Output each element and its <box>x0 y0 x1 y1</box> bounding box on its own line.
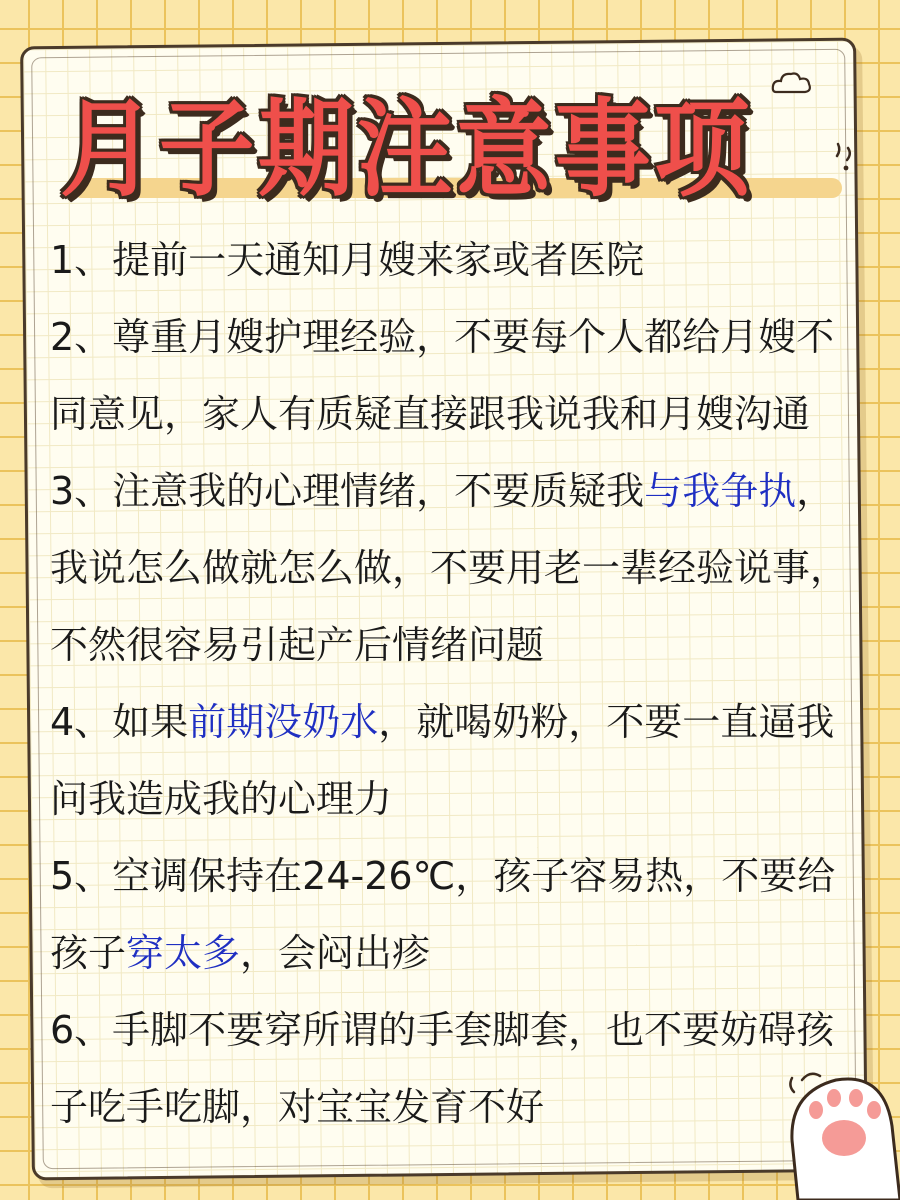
list-item-text: 4、如果 <box>50 700 189 744</box>
highlighted-phrase: 与我争执 <box>644 469 797 513</box>
list-item-2 <box>50 299 850 453</box>
sparkle-icon <box>832 140 862 174</box>
list-item-text: 2、尊重月嫂护理经验，不要每个人都给月嫂不同意见，家人有质疑直接跟我说我和月嫂沟通 <box>50 315 835 436</box>
list-item-5 <box>50 838 850 992</box>
list-item-3 <box>50 453 850 684</box>
list-item-6 <box>50 992 850 1146</box>
cloud-doodle-icon <box>770 68 814 98</box>
cat-paw-icon <box>780 1030 900 1200</box>
highlighted-phrase: 穿太多 <box>126 931 241 975</box>
list-item-text: ，就喝奶粉，不要一直逼我问我造成我的心理力 <box>50 700 835 821</box>
list-item-text: ，会闷出疹 <box>240 931 431 975</box>
list-item-text: 3、注意我的心理情绪，不要质疑我 <box>50 469 645 513</box>
list-item-text: ，我说怎么做就怎么做，不要用老一辈经验说事，不然很容易引起产后情绪问题 <box>50 469 849 667</box>
list-item-4 <box>50 684 850 838</box>
notes-list <box>50 222 850 1146</box>
highlighted-phrase: 前期没奶水 <box>188 700 379 744</box>
list-item-text: 1、提前一天通知月嫂来家或者医院 <box>50 238 645 282</box>
page-title: 月子期注意事项 <box>60 88 753 211</box>
list-item-text: 6、手脚不要穿所谓的手套脚套，也不要妨碍孩子吃手吃脚，对宝宝发育不好 <box>50 1008 835 1129</box>
list-item-1 <box>50 222 850 299</box>
list-item-text: 5、空调保持在24-26℃，孩子容易热，不要给孩子 <box>50 854 836 975</box>
